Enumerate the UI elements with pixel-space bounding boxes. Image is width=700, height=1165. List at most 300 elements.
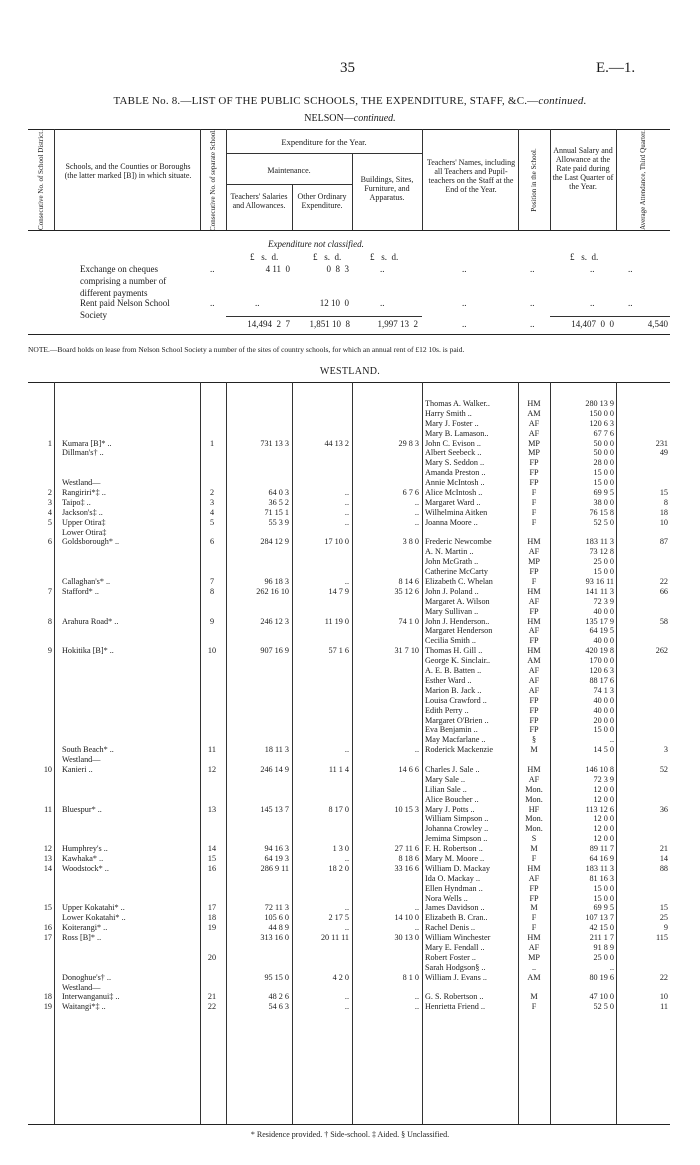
table-cell: Marion B. Jack .. [425, 685, 482, 695]
table-cell: AF [528, 774, 540, 784]
table-row [0, 1002, 700, 1012]
table-cell: Harry Smith .. [425, 408, 472, 418]
table-cell: 20 [207, 952, 217, 962]
table-cell: Amanda Preston .. [425, 468, 486, 478]
table-cell: Alice McIntosh .. [425, 488, 483, 498]
table-cell: AF [528, 675, 540, 685]
table-cell: AM [527, 408, 541, 418]
table-cell: 15 [659, 488, 668, 498]
table-cell: 42 15 0 [589, 923, 614, 933]
table-cell: 47 10 0 [589, 992, 614, 1002]
table-cell: AF [528, 666, 540, 676]
table-cell: 40 0 0 [593, 636, 614, 646]
table-row [0, 854, 700, 864]
table-cell: Nora Wells .. [425, 893, 468, 903]
table-cell: 64 0 3 [268, 488, 289, 498]
table-row [0, 874, 700, 884]
table-row [0, 894, 700, 904]
table-cell: Westland— [62, 478, 101, 488]
table-cell: 81 16 3 [589, 873, 614, 883]
table-cell: 14 10 0 [394, 913, 419, 923]
table-cell: Dillman's† .. [62, 448, 104, 458]
table-cell: 16 [43, 923, 52, 933]
table-cell: Elizabeth C. Whelan [425, 577, 493, 587]
table-cell: M [530, 844, 538, 854]
table-cell: .. [344, 745, 349, 755]
table-cell: .. [414, 923, 419, 933]
table-cell: 14 6 6 [398, 764, 419, 774]
table-cell: 1 [209, 438, 215, 448]
table-cell: 31 7 10 [394, 646, 419, 656]
table-cell: 30 13 0 [394, 933, 419, 943]
table-cell: .. [531, 962, 537, 972]
table-row [0, 706, 700, 716]
table-cell: .. [414, 497, 419, 507]
table-cell: MP [528, 438, 540, 448]
table-row [0, 814, 700, 824]
table-cell: 10 15 3 [394, 804, 419, 814]
table-cell: 231 [655, 438, 668, 448]
table-row [0, 943, 700, 953]
table-cell: Joanna Moore .. [425, 517, 478, 527]
table-cell: 28 0 0 [593, 458, 614, 468]
table-cell: F. H. Robertson .. [425, 844, 483, 854]
table-cell: 64 16 9 [589, 853, 614, 863]
table-cell: 14 [659, 853, 668, 863]
table-cell: Margaret O'Brien .. [425, 715, 489, 725]
table-cell: 11 [44, 804, 52, 814]
table-cell: 4 [209, 507, 215, 517]
table-cell: 10 [207, 646, 217, 656]
table-cell: 22 [659, 972, 668, 982]
table-cell: 107 13 7 [585, 913, 614, 923]
table-cell: 731 13 3 [260, 438, 289, 448]
table-cell: FP [529, 468, 539, 478]
table-cell: 15 [659, 903, 668, 913]
table-cell: Hokitika [B]* .. [62, 646, 114, 656]
table-cell: 280 13 9 [585, 399, 614, 408]
table-cell: Woodstock* .. [62, 863, 109, 873]
table-cell: AF [528, 428, 540, 438]
table-cell: 8 [209, 586, 215, 596]
table-cell: FP [529, 715, 539, 725]
table-cell: FP [529, 458, 539, 468]
table-cell: MP [528, 952, 540, 962]
table-cell: 2 [209, 488, 215, 498]
table-cell: 11 19 0 [324, 616, 349, 626]
table-cell: Mon. [525, 784, 543, 794]
table-cell: 18 [43, 992, 52, 1002]
table-cell: 40 0 0 [593, 606, 614, 616]
table-cell: FP [529, 893, 539, 903]
table-cell: Lilian Sale .. [425, 784, 467, 794]
table-row [0, 992, 700, 1002]
table-cell: .. [344, 903, 349, 913]
table-cell: 3 [47, 497, 52, 507]
table-cell: 95 15 0 [264, 972, 289, 982]
table-cell: 286 9 11 [260, 863, 289, 873]
table-cell: 15 0 0 [593, 478, 614, 488]
table-cell: 64 19 3 [264, 853, 289, 863]
table-row [0, 547, 700, 557]
table-cell: F [531, 1002, 537, 1012]
table-cell: 93 16 11 [585, 577, 614, 587]
header-school-district-no: Consecutive No. of School District. [37, 130, 45, 230]
lsd-salaries: £ s. d. [250, 252, 279, 262]
table-cell: 246 12 3 [260, 616, 289, 626]
table-cell: 15 0 0 [593, 725, 614, 735]
table-row [0, 537, 700, 547]
rent-label: Rent paid Nelson School Society [80, 298, 170, 320]
table-cell: HM [527, 616, 541, 626]
table-cell: South Beach* .. [62, 745, 114, 755]
table-cell: Mary S. Seddon .. [425, 458, 485, 468]
table-cell: Annie McIntosh .. [425, 478, 485, 488]
table-cell: 35 12 6 [394, 586, 419, 596]
table-cell: F [531, 517, 537, 527]
table-cell: Mon. [525, 794, 543, 804]
table-cell: 12 0 0 [593, 794, 614, 804]
table-row [0, 448, 700, 458]
table-cell: Esther Ward .. [425, 675, 472, 685]
table-row [0, 656, 700, 666]
header-annual-salary: Annual Salary and Allowance at the Rate paid during the Last Quarter of the Year. [552, 146, 614, 191]
table-cell: Charles J. Sale .. [425, 764, 480, 774]
table-cell: 15 [43, 903, 52, 913]
table-cell: Goldsborough* .. [62, 537, 120, 547]
table-cell: Frederic Newcombe [425, 537, 492, 547]
table-cell: 72 11 3 [264, 903, 289, 913]
table-cell: William J. Evans .. [425, 972, 487, 982]
table-cell: 18 [207, 913, 217, 923]
table-row [0, 903, 700, 913]
table-cell: 12 0 0 [593, 784, 614, 794]
table-cell: FP [529, 883, 539, 893]
table-cell: 313 16 0 [260, 933, 289, 943]
table-row [0, 824, 700, 834]
exchange-other: 0 8 3 [326, 264, 349, 274]
table-cell: Waitangi*‡ .. [62, 1002, 106, 1012]
lsd-other: £ s. d. [313, 252, 342, 262]
table-cell: 52 5 0 [593, 517, 614, 527]
table-cell: Johanna Crowley .. [425, 824, 489, 834]
header-teachers-names: Teachers' Names, including all Teachers and Pupil-teachers on the Staff at the End of the Year. [426, 158, 516, 194]
table-cell: William Simpson .. [425, 814, 489, 824]
table-cell: 18 [659, 507, 668, 517]
table-cell: .. [414, 1002, 419, 1012]
table-cell: .. [414, 517, 419, 527]
table-cell: Alice Boucher .. [425, 794, 479, 804]
table-cell: 57 1 6 [328, 646, 349, 656]
table-row [0, 805, 700, 815]
table-cell: 64 19 5 [589, 626, 614, 636]
table-cell: 50 0 0 [593, 448, 614, 458]
table-cell: A. N. Martin .. [425, 547, 474, 557]
table-row [0, 458, 700, 468]
table-cell: John J. Poland .. [425, 586, 479, 596]
table-cell: 8 18 6 [398, 853, 419, 863]
table-row [0, 419, 700, 429]
table-cell: 11 [208, 745, 216, 755]
table-cell: Edith Perry .. [425, 705, 469, 715]
table-cell: .. [344, 517, 349, 527]
table-cell: Mary B. Lamason.. [425, 428, 489, 438]
lsd-annual: £ s. d. [570, 252, 599, 262]
table-cell: 13 [43, 853, 52, 863]
table-cell: 74 1 3 [593, 685, 614, 695]
header-expenditure: Expenditure for the Year. [281, 137, 367, 147]
table-cell: Wilhelmina Aitken [425, 507, 488, 517]
table-cell: William D. Mackay [425, 863, 490, 873]
table-cell: 38 0 0 [593, 497, 614, 507]
table-cell: Elizabeth B. Cran.. [425, 913, 488, 923]
table-cell: 55 3 9 [268, 517, 289, 527]
table-cell: 25 [659, 913, 668, 923]
table-cell: John J. Henderson.. [425, 616, 490, 626]
table-cell: Upper Otira‡ [62, 517, 106, 527]
table-cell: 40 0 0 [593, 705, 614, 715]
table-cell: 8 [663, 497, 668, 507]
table-row [0, 636, 700, 646]
table-cell: 135 17 9 [585, 616, 614, 626]
table-cell: 25 0 0 [593, 557, 614, 567]
page-number: 35 [340, 60, 355, 76]
table-cell: Albert Seebeck .. [425, 448, 482, 458]
table-cell: AF [528, 547, 540, 557]
table-cell: 14 [207, 844, 217, 854]
table-cell: 9 [663, 923, 668, 933]
table-cell: Mary M. Moore .. [425, 853, 485, 863]
header-average-attendance: Average Attendance, Third Quarter. [639, 130, 647, 230]
table-cell: 33 16 6 [394, 863, 419, 873]
table-cell: 25 0 0 [593, 952, 614, 962]
table-cell: 113 12 6 [585, 804, 614, 814]
table-cell: Westland— [62, 982, 101, 992]
table-cell: HM [527, 764, 541, 774]
total-other: 1,851 10 8 [309, 319, 350, 329]
table-cell: Mary J. Potts .. [425, 804, 475, 814]
table-cell: 907 16 9 [260, 646, 289, 656]
table-cell: 183 11 3 [585, 863, 614, 873]
table-cell: 18 2 0 [328, 863, 349, 873]
table-cell: John McGrath .. [425, 557, 479, 567]
table-cell: 12 0 0 [593, 834, 614, 844]
table-cell: 15 0 0 [593, 893, 614, 903]
table-cell: 69 9 5 [593, 903, 614, 913]
table-row [0, 399, 700, 409]
table-cell: M [530, 992, 538, 1002]
table-cell: 22 [207, 1002, 217, 1012]
westland-bottom-rule [28, 1124, 670, 1125]
table-cell: 211 1 7 [589, 933, 614, 943]
table-cell: 145 13 7 [260, 804, 289, 814]
table-row [0, 518, 700, 528]
table-cell: HF [528, 804, 540, 814]
table-cell: 36 5 2 [268, 497, 289, 507]
table-cell: 76 15 8 [589, 507, 614, 517]
table-cell: .. [344, 507, 349, 517]
table-row [0, 646, 700, 656]
section-heading: WESTLAND. [319, 366, 381, 377]
table-cell: HM [527, 933, 541, 943]
total-annual: 14,407 0 0 [571, 319, 614, 329]
table-cell: 246 14 9 [260, 764, 289, 774]
table-cell: Louisa Crawford .. [425, 695, 487, 705]
table-cell: AF [528, 626, 540, 636]
table-cell: 21 [659, 844, 668, 854]
table-cell: Stafford* .. [62, 586, 99, 596]
table-cell: 16 [207, 863, 217, 873]
table-cell: Ross [B]* .. [62, 933, 102, 943]
table-cell: 80 19 6 [589, 972, 614, 982]
table-cell: 8 1 0 [402, 972, 419, 982]
table-cell: 2 [47, 488, 52, 498]
table-cell: F [531, 577, 537, 587]
table-cell: F [531, 497, 537, 507]
table-row [0, 716, 700, 726]
table-cell: 10 [659, 992, 668, 1002]
table-row [0, 953, 700, 963]
table-cell: F [531, 913, 537, 923]
table-cell: HM [527, 646, 541, 656]
table-cell: HM [527, 537, 541, 547]
table-cell: 27 11 6 [394, 844, 419, 854]
table-cell: 74 1 0 [398, 616, 419, 626]
table-row [0, 933, 700, 943]
table-cell: Arahura Road* .. [62, 616, 119, 626]
table-row [0, 626, 700, 636]
table-row [0, 884, 700, 894]
page-reference: E.—1. [596, 60, 636, 76]
table-cell: F [531, 488, 537, 498]
table-cell: AF [528, 685, 540, 695]
table-cell: FP [529, 705, 539, 715]
table-cell: 4 2 0 [332, 972, 349, 982]
table-row [0, 666, 700, 676]
table-cell: .. [344, 497, 349, 507]
table-cell: Margaret A. Wilson [425, 596, 490, 606]
table-row [0, 478, 700, 488]
table-cell: Kumara [B]* .. [62, 438, 112, 448]
table-cell: Cecilia Smith .. [425, 636, 476, 646]
table-cell: FP [529, 606, 539, 616]
table-row [0, 557, 700, 567]
westland-top-rule [28, 382, 670, 383]
table-cell: .. [344, 853, 349, 863]
lease-note: NOTE.—Board holds on lease from Nelson School Society a number of the sites of country schools, for which an annual rent of £12 10s. is paid. [28, 345, 465, 354]
table-cell: 71 15 1 [264, 507, 289, 517]
table-row [0, 686, 700, 696]
header-salaries: Teachers' Salaries and Allowances. [230, 192, 288, 210]
table-cell: 2 17 5 [328, 913, 349, 923]
table-cell: Thomas H. Gill .. [425, 646, 483, 656]
table-cell: FP [529, 567, 539, 577]
table-cell: M [530, 903, 538, 913]
table-row [0, 439, 700, 449]
table-cell: 17 [43, 933, 52, 943]
district-subtitle [0, 113, 700, 124]
table-row [0, 468, 700, 478]
table-cell: Robert Foster .. [425, 952, 476, 962]
table-cell: 72 3 9 [593, 596, 614, 606]
table-cell: 52 [659, 764, 668, 774]
table-cell: Rangiriri*‡ .. [62, 488, 106, 498]
table-cell: John C. Evison .. [425, 438, 481, 448]
table-cell: Ellen Hyndman .. [425, 883, 483, 893]
table-cell: 69 9 5 [593, 488, 614, 498]
table-row [0, 973, 700, 983]
table-cell: Kawhaka* .. [62, 853, 104, 863]
table-cell: AF [528, 873, 540, 883]
table-row [0, 676, 700, 686]
table-cell: Thomas A. Walker.. [425, 399, 490, 408]
header-top-rule [28, 129, 670, 130]
exchange-salaries: 4 11 0 [265, 264, 290, 274]
table-cell: 22 [659, 577, 668, 587]
table-cell: 10 [659, 517, 668, 527]
table-cell: 1 3 0 [332, 844, 349, 854]
table-cell: Kanieri .. [62, 764, 93, 774]
table-row [0, 488, 700, 498]
table-cell: 44 8 9 [268, 923, 289, 933]
table-cell: FP [529, 725, 539, 735]
table-cell: 262 16 10 [256, 586, 289, 596]
table-cell: 6 7 6 [402, 488, 419, 498]
table-cell: Upper Kokatahi* .. [62, 903, 125, 913]
table-cell: AF [528, 942, 540, 952]
table-cell: 54 6 3 [268, 1002, 289, 1012]
table-cell: 52 5 0 [593, 1002, 614, 1012]
header-buildings: Buildings, Sites, Furniture, and Apparatus. [360, 175, 414, 202]
table-row [0, 528, 700, 538]
table-cell: 12 [43, 844, 52, 854]
table-cell: Jemima Simpson .. [425, 834, 488, 844]
table-cell: 96 18 3 [264, 577, 289, 587]
table-cell: 183 11 3 [585, 537, 614, 547]
table-row [0, 963, 700, 973]
table-cell: 3 8 0 [402, 537, 419, 547]
table-cell: F [531, 853, 537, 863]
table-cell: Catherine McCarty [425, 567, 488, 577]
table-cell: .. [344, 577, 349, 587]
table-cell: 88 [659, 863, 668, 873]
table-cell: 6 [209, 537, 215, 547]
table-cell: 88 17 6 [589, 675, 614, 685]
table-cell: 67 7 6 [593, 428, 614, 438]
table-cell: § [531, 735, 537, 745]
table-row [0, 597, 700, 607]
table-cell: A. E. B. Batten .. [425, 666, 482, 676]
table-cell: HM [527, 399, 541, 408]
table-row [0, 617, 700, 627]
table-cell: AM [527, 656, 541, 666]
table-cell: 11 1 4 [328, 764, 349, 774]
table-cell: MP [528, 448, 540, 458]
table-cell: 7 [209, 577, 215, 587]
table-cell: M [530, 745, 538, 755]
table-cell: Roderick Mackenzie [425, 745, 493, 755]
table-cell: 17 [207, 903, 217, 913]
table-cell: Lower Kokatahi* .. [62, 913, 126, 923]
table-cell: 19 [207, 923, 217, 933]
table-cell: 12 0 0 [593, 814, 614, 824]
table-cell: Mon. [525, 814, 543, 824]
document-page: 35 E.—1. TABLE No. 8.—LIST OF THE PUBLIC SCHOOLS, THE EXPENDITURE, STAFF, &C.—continued. NELSON—continued. Consecutive No. of School District. Schools, and the Counties or Boroughs (the latter marked [B]) in which situate. Consecutive No. of separate School. Expenditure for the Year. Maintenance. Teachers' Salaries and Allowances. Other Ordinary Expenditure. Buildings, Sites, Furniture, and Apparatus. Teachers' Names, including all Teachers and Pupil-teachers on the Staff at the End of the Year. Position in the School. Annual Salary and Allowance at the Rate paid during the Last Quarter of the Year. Average Attendance, Third Quarter. Expenditure not classified. £ s. d. £ s. d. £ s. d. £ s. d. Exchange on cheques comprising a number of different payments .. 4 11 0 0 8 3 .. .. .. .. .. Rent paid Nelson School Society .. .. 12 10 0 .. .. .. .. .. 14,494 2 7 1,851 10 8 1,997 13 2 .. .. 14,407 0 0 4,540 NOTE.—Board holds on lease from Nelson School Society a number of the sites of country schools, for which an annual rent of £12 10s. is paid. WESTLAND. Thomas A. Walker.. HM 280 13 9 Harry Smith .. AM 150 0 0 Mary J. Foster .. AF 120 6 3 Mary B. Lamason.. AF 67 7 6 1 Kumara [B]* .. 1 731 13 3 44 13 2 29 8 3 John C. Evison .. MP 50 0 0 231 Dillman's† .. Albert Seebeck .. MP 50 0 0 49 Mary S. Seddon .. FP 28 0 0 Amanda Preston .. FP 15 0 0 Westland— Annie McIntosh .. FP 15 0 0 2 Rangiriri*‡ .. 2 64 0 3 .. 6 7 6 Alice McIntosh .. F 69 9 5 15 3 Taipo‡ .. 3 36 5 2 .. .. Margaret Ward .. F 38 0 0 8 4 Jackson's‡ .. 4 71 15 1 .. .. Wilhelmina Aitken F 76 15 8 18 5 Upper Otira‡ 5 55 3 9 .. .. Joanna Moore .. F 52 5 0 10 Lower Otira‡ 6 Goldsborough* .. 6 284 12 9 17 10 0 3 8 0 Frederic Newcombe HM 183 11 3 87 A. N. Martin .. AF 73 12 8 John McGrath .. MP 25 0 0 Catherine McCarty FP 15 0 0 Callaghan's* .. 7 96 18 3 .. 8 14 6 Elizabeth C. Whelan F 93 16 11 22 7 Stafford* .. 8 262 16 10 14 7 9 35 12 6 John J. Poland .. HM 141 11 3 66 Margaret A. Wilson AF 72 3 9 Mary Sullivan .. FP 40 0 0 8 Arahura Road* .. 9 246 12 3 11 19 0 74 1 0 John J. Henderson.. HM 135 17 9 58 Margaret Henderson AF 64 19 5 Cecilia Smith .. FP 40 0 0 9 Hokitika [B]* .. 10 907 16 9 57 1 6 31 7 10 Thomas H. Gill .. HM 420 19 8 262 George K. Sinclair.. AM 170 0 0 A. E. B. Batten .. AF 120 6 3 Esther Ward .. AF 88 17 6 Marion B. Jack .. AF 74 1 3 Louisa Crawford .. FP 40 0 0 Edith Perry .. FP 40 0 0 Margaret O'Brien .. FP 20 0 0 Eva Benjamin .. FP 15 0 0 May Macfarlane .. § .. South Beach* .. 11 18 11 3 .. .. Roderick Mackenzie M 14 5 0 3 Westland— 10 Kanieri .. 12 246 14 9 11 1 4 14 6 6 Charles J. Sale .. HM 146 10 8 52 Mary Sale .. AF 72 3 9 Lilian Sale .. Mon. 12 0 0 Alice Boucher .. Mon. 12 0 0 11 Bluespur* .. 13 145 13 7 8 17 0 10 15 3 Mary J. Potts .. HF 113 12 6 36 William Simpson .. Mon. 12 0 0 Johanna Crowley .. Mon. 12 0 0 Jemima Simpson .. S 12 0 0 12 Humphrey's .. 14 94 16 3 1 3 0 27 11 6 F. H. Robertson .. M 89 11 7 21 13 Kawhaka* .. 15 64 19 3 .. 8 18 6 Mary M. Moore .. F 64 16 9 14 14 Woodstock* .. 16 286 9 11 18 2 0 33 16 6 William D. Mackay HM 183 11 3 88 Ida O. Mackay .. AF 81 16 3 Ellen Hyndman .. FP 15 0 0 Nora Wells .. FP 15 0 0 15 Upper Kokatahi* .. 17 72 11 3 .. .. James Davidson .. M 69 9 5 15 Lower Kokatahi* .. 18 105 6 0 2 17 5 14 10 0 Elizabeth B. Cran.. F 107 13 7 25 16 Koiterangi* .. 19 44 8 9 .. .. Rachel Denis .. F 42 15 0 9 17 Ross [B]* .. 313 16 0 20 11 11 30 13 0 William Winchester HM 211 1 7 115 Mary E. Fendall .. AF 91 8 9 20 Robert Foster .. MP 25 0 0 Sarah Hodgson§ .. .. .. Donoghue's† .. 95 15 0 4 2 0 8 1 0 William J. Evans .. AM 80 19 6 22 Westland— 18 Interwanganui‡ .. 21 48 2 6 .. .. G. S. Robertson .. M 47 10 0 10 19 Waitangi*‡ .. 22 54 6 3 .. .. Henrietta Friend .. F 52 5 0 11 * Residence provided. † Side-school. ‡ Aided. § Unclassified. [0, 0, 700, 1165]
table-row [0, 983, 700, 993]
table-cell: 14 [43, 863, 52, 873]
table-cell: .. [344, 992, 349, 1002]
table-cell: .. [609, 962, 614, 972]
